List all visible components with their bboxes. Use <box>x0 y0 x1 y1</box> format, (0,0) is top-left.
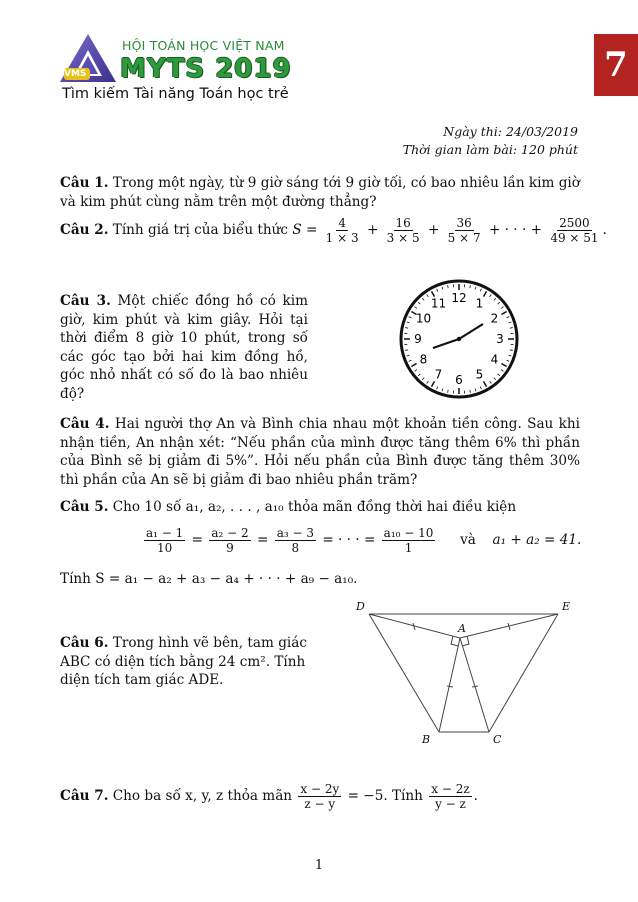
clock-center <box>457 337 461 341</box>
clock-tick <box>427 381 429 383</box>
clock-tick <box>508 322 511 323</box>
question-2 <box>60 216 607 245</box>
clock-tick <box>510 328 513 329</box>
clock-tick <box>409 317 412 318</box>
q5-conditions <box>142 526 581 555</box>
clock-tick <box>415 307 417 309</box>
equals-sign: = <box>256 532 269 548</box>
clock-number: 11 <box>430 296 447 311</box>
q2-lhs: S = <box>292 222 318 238</box>
q4-text: Hai người thợ An và Bình chia nhau một khoản tiền công. Sau khi nhận tiền, An nhận xét: “Nếu phần của mình được tăng thêm 6% thì phần của Bình sẽ bị giảm đi 5%”. Hỏi nếu phần của Bình được tăng thêm 30% thì phần của An sẽ bị giảm đi bao nhiêu phần trăm? <box>60 416 581 488</box>
clock-number: 3 <box>496 332 504 346</box>
clock-number: 1 <box>475 296 484 311</box>
question-1 <box>60 174 580 211</box>
minute-hand <box>459 324 483 339</box>
q1-text: Trong một ngày, từ 9 giờ sáng tới 9 giờ tối, có bao nhiêu lần kim giờ và kim phút cùng nằm trên một đường thẳng? <box>60 175 580 210</box>
clock-tick <box>470 390 471 393</box>
clock-tick <box>442 388 443 391</box>
question-7 <box>60 782 478 811</box>
slogan: Tìm kiếm Tài năng Toán học trẻ <box>62 86 289 102</box>
q2-text: Tính giá trị của biểu thức <box>112 222 288 238</box>
clock-tick <box>422 378 424 380</box>
clock-tick <box>508 355 511 356</box>
question-3 <box>60 292 308 403</box>
q7-eq: = −5. Tính <box>347 788 423 804</box>
q5-frac-2: $\frac{\text{a₂ − 2}}{9}$ <box>211 526 249 555</box>
clock-tick <box>409 360 412 361</box>
q2-frac-2: $\frac{16}{3 \times 5}$ <box>386 216 420 245</box>
clock-tick <box>498 302 500 304</box>
org-name: HỘI TOÁN HỌC VIỆT NAM <box>122 38 285 53</box>
clock-tick <box>442 287 443 290</box>
clock-number: 9 <box>414 332 422 346</box>
clock-tick <box>448 285 449 288</box>
clock-tick <box>415 370 417 372</box>
q7-frac-1: $\frac{x - 2y}{z - y}$ <box>300 782 340 811</box>
q5-frac-4: $\frac{\text{a₁₀ − 10}}{1}$ <box>383 526 434 555</box>
clock-tick <box>490 381 492 383</box>
clock-tick <box>437 387 438 390</box>
clock-tick <box>490 295 492 297</box>
clock-tick <box>405 350 408 351</box>
q3-label: Câu 3. <box>60 293 111 309</box>
clock-number: 6 <box>455 373 463 387</box>
tick-mark <box>472 686 478 687</box>
clock-tick <box>507 360 510 361</box>
segment-ec <box>489 614 558 732</box>
question-4 <box>60 415 580 489</box>
clock-tick <box>405 328 408 329</box>
clock-tick <box>501 370 503 372</box>
q5-and: và <box>460 532 476 548</box>
clock-number: 5 <box>475 367 484 382</box>
contest-title: MYTS 2019 <box>120 54 292 84</box>
q7-frac-2: $\frac{x - 2z}{y - z}$ <box>431 782 470 811</box>
period: . <box>473 788 478 804</box>
clock-tick <box>494 298 496 300</box>
clock-tick <box>498 374 500 376</box>
clock-figure <box>398 278 520 400</box>
q2-frac-3: $\frac{36}{5 \times 7}$ <box>447 216 481 245</box>
clock-tick <box>510 350 513 351</box>
q2-frac-1: $\frac{4}{1 \times 3}$ <box>325 216 359 245</box>
triangle-figure <box>350 598 582 748</box>
ellipsis: = · · · = <box>322 532 376 548</box>
clock-tick <box>480 387 481 390</box>
clock-tick <box>484 291 487 296</box>
q5-text: Cho 10 số a₁, a₂, . . . , a₁₀ thỏa mãn đồng thời hai điều kiện <box>112 499 517 515</box>
clock-tick <box>480 289 481 292</box>
clock-tick <box>422 298 424 300</box>
plus-sign: + <box>366 222 379 238</box>
clock-number: 10 <box>415 311 432 326</box>
q3-text: Một chiếc đồng hồ có kim giờ, kim phút và kim giây. Hỏi tại thời điểm 8 giờ 10 phút, trong số các góc tạo bởi hai kim đồng hồ, góc nhỏ nhất có số đo là bao nhiêu độ? <box>60 293 309 402</box>
label-c: C <box>493 733 502 746</box>
clock-number: 12 <box>451 291 467 305</box>
q5-frac-1: $\frac{\text{a₁ − 1}}{10}$ <box>146 526 184 555</box>
q5-compute: Tính S = a₁ − a₂ + a₃ − a₄ + · · · + a₉ − a₁₀. <box>60 571 358 587</box>
clock-tick <box>484 381 487 386</box>
q6-text: Trong hình vẽ bên, tam giác ABC có diện tích bằng 24 cm². Tính diện tích tam giác ADE. <box>60 635 307 688</box>
label-b: B <box>422 733 431 746</box>
period: . <box>602 222 607 238</box>
question-6 <box>60 634 322 690</box>
clock-number: 7 <box>434 367 443 382</box>
clock-tick <box>427 295 429 297</box>
equals-sign: = <box>191 532 204 548</box>
page-number: 1 <box>314 858 324 873</box>
label-e: E <box>562 600 571 613</box>
hour-hand <box>433 339 459 348</box>
segment-da <box>369 614 460 638</box>
page-badge: 7 <box>594 34 638 96</box>
q4-label: Câu 4. <box>60 416 110 432</box>
clock-tick <box>470 285 471 288</box>
clock-tick <box>407 322 410 323</box>
clock-tick <box>418 302 420 304</box>
clock-tick <box>411 364 416 367</box>
q1-label: Câu 1. <box>60 175 109 191</box>
clock-tick <box>432 381 435 386</box>
clock-tick <box>507 317 510 318</box>
clock-tick <box>501 312 506 315</box>
q5-frac-3: $\frac{\text{a₃ − 3}}{8}$ <box>276 526 314 555</box>
q2-frac-4: $\frac{2500}{49 \times 51}$ <box>550 216 599 245</box>
clock-tick <box>475 287 476 290</box>
clock-tick <box>448 390 449 393</box>
exam-date: Ngày thi: 24/03/2019 <box>443 124 578 139</box>
ellipsis: + · · · + <box>488 222 542 238</box>
q5-label: Câu 5. <box>60 499 109 515</box>
clock-tick <box>437 289 438 292</box>
clock-tick <box>418 374 420 376</box>
q2-label: Câu 2. <box>60 222 109 238</box>
exam-duration: Thời gian làm bài: 120 phút <box>402 142 578 157</box>
clock-number: 4 <box>490 352 499 367</box>
clock-tick <box>407 355 410 356</box>
segment-ac <box>460 638 489 732</box>
label-d: D <box>356 600 365 613</box>
clock-tick <box>501 307 503 309</box>
q6-label: Câu 6. <box>60 635 109 651</box>
segment-ab <box>439 638 460 732</box>
plus-sign: + <box>427 222 440 238</box>
clock-number: 8 <box>419 352 428 367</box>
segment-db <box>369 614 439 732</box>
q7-text: Cho ba số x, y, z thỏa mãn <box>112 788 293 804</box>
tick-mark <box>447 686 453 687</box>
clock-tick <box>494 378 496 380</box>
logo-badge: VMS <box>64 69 87 79</box>
clock-tick <box>501 364 506 367</box>
q7-label: Câu 7. <box>60 788 109 804</box>
clock-number: 2 <box>490 311 499 326</box>
question-5 <box>60 498 580 517</box>
q5-cond2: a₁ + a₂ = 41. <box>492 532 582 548</box>
clock-tick <box>475 388 476 391</box>
label-a: A <box>458 622 466 635</box>
